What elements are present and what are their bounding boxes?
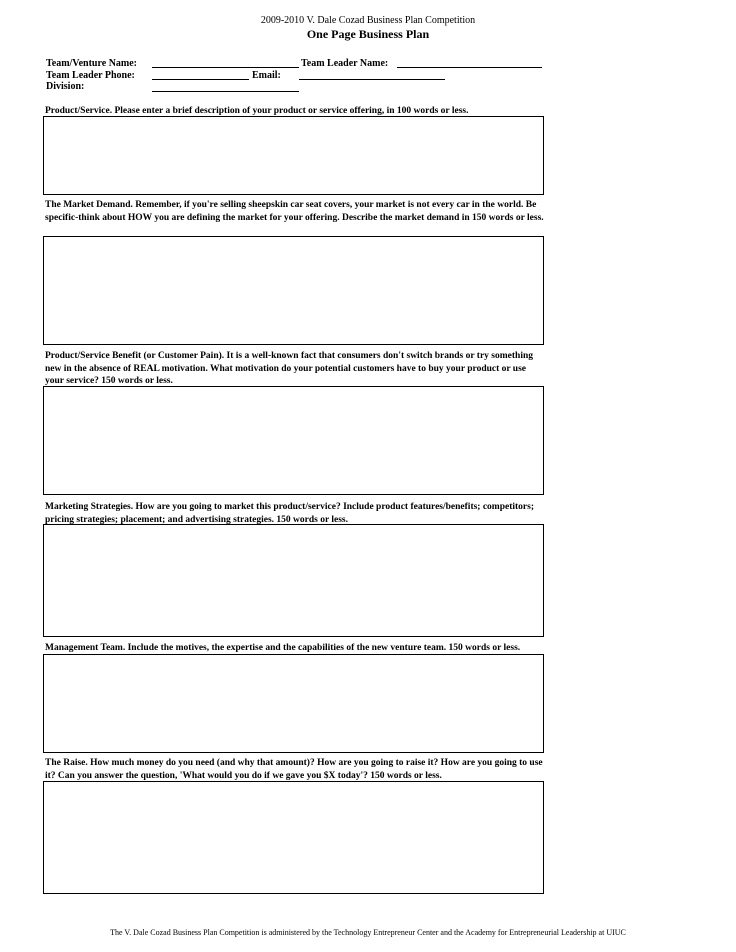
email-field[interactable] (299, 79, 445, 80)
product-service-box[interactable] (43, 116, 544, 195)
marketing-box[interactable] (43, 524, 544, 637)
email-label: Email: (252, 70, 281, 81)
division-label: Division: (46, 81, 85, 92)
benefit-box[interactable] (43, 386, 544, 495)
marketing-prompt: Marketing Strategies. How are you going to market this product/service? Include product features/benefits; competitors; pricing strategies; placement; and advertising strategies. 150 words or less. (45, 502, 535, 525)
page-title: One Page Business Plan (306, 27, 430, 41)
benefit-prompt: Product/Service Benefit (or Customer Pain). It is a well-known fact that consumers don't switch brands or try something new in the absence of REAL motivation. What motivation do your potential customers have to buy your product or use your service? 150 words or less. (45, 351, 533, 386)
leader-name-label: Team Leader Name: (301, 58, 389, 69)
venture-name-label: Team/Venture Name: (46, 58, 138, 69)
leader-name-field[interactable] (397, 67, 542, 68)
leader-phone-field[interactable] (152, 79, 249, 80)
footer-note: The V. Dale Cozad Business Plan Competition is administered by the Technology Entrepreneur Center and the Academy for Entrepreneurial Leadership at UIUC (110, 928, 626, 937)
competition-subtitle: 2009-2010 V. Dale Cozad Business Plan Competition (260, 15, 476, 26)
product-service-prompt: Product/Service. Please enter a brief description of your product or service offering, in 100 words or less. (45, 106, 469, 116)
raise-box[interactable] (43, 781, 544, 894)
market-demand-prompt: The Market Demand. Remember, if you're selling sheepskin car seat covers, your market is not every car in the world. Be specific-think about HOW you are defining the market for your offering. Describe the market demand in 150 words or less. (45, 200, 544, 223)
market-demand-box[interactable] (43, 236, 544, 345)
raise-prompt: The Raise. How much money do you need (and why that amount)? How are you going to raise it? How are you going to use it? Can you answer the question, 'What would you do if we gave you $X today'? 150 words or less. (45, 758, 543, 781)
leader-phone-label: Team Leader Phone: (46, 70, 135, 81)
management-box[interactable] (43, 654, 544, 753)
division-field[interactable] (152, 91, 299, 92)
management-prompt: Management Team. Include the motives, the expertise and the capabilities of the new venture team. 150 words or less. (45, 643, 521, 653)
venture-name-field[interactable] (152, 67, 299, 68)
